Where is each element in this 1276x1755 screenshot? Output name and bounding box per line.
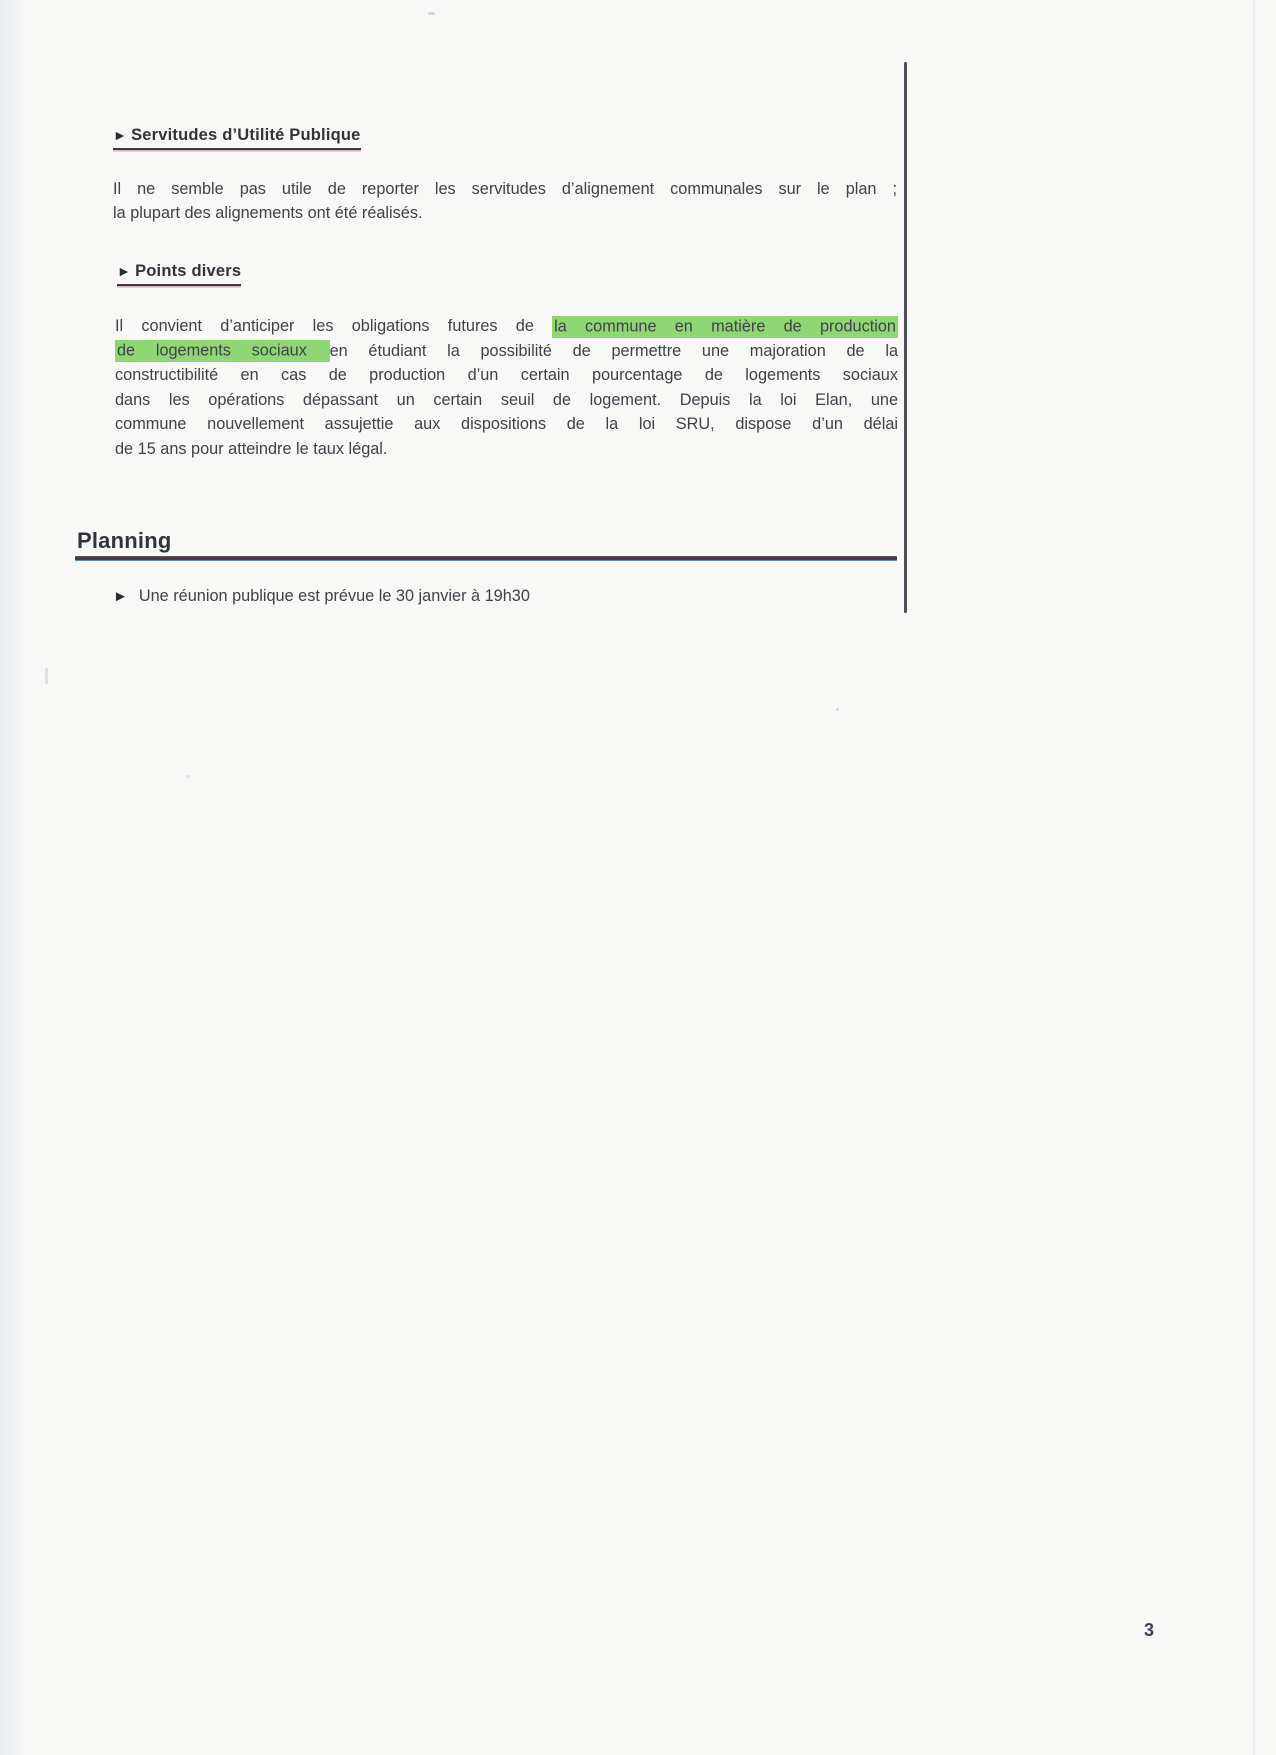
triangle-bullet-icon: ►	[113, 127, 128, 143]
heading-points-divers-label: Points divers	[135, 262, 242, 280]
planning-section-title: Planning	[77, 528, 172, 553]
scan-speck	[45, 668, 48, 684]
paragraph-points-divers	[115, 314, 898, 461]
text-line	[113, 177, 897, 201]
text-segment: commune nouvellement assujettie aux dispositions de la loi SRU, dispose d’un délai	[115, 415, 898, 433]
scan-vertical-rule-line	[904, 62, 907, 613]
triangle-bullet-icon: ►	[113, 588, 128, 605]
highlighted-text: la commune en matière de production	[552, 316, 898, 338]
text-segment: dans les opérations dépassant un certain seuil de logement. Depuis la loi Elan, une	[115, 390, 898, 409]
text-segment: Il convient d’anticiper les obligations futures de	[115, 317, 553, 335]
heading-points-divers	[117, 262, 241, 286]
text-line	[115, 339, 898, 364]
text-line	[115, 314, 898, 339]
heading-servitudes	[113, 126, 361, 150]
text-segment: constructibilité en cas de production d’un certain pourcentage de logements sociaux	[115, 366, 898, 384]
triangle-bullet-icon: ►	[117, 263, 132, 279]
scan-speck	[186, 775, 190, 778]
text-line	[115, 388, 898, 413]
heading-servitudes-inner	[113, 126, 361, 150]
text-segment: en étudiant la possibilité de permettre une majoration de la	[329, 341, 898, 360]
highlighted-text: de logements sociaux	[115, 340, 330, 362]
paragraph-servitudes	[113, 177, 897, 225]
text-segment: de 15 ans pour atteindre le taux légal.	[115, 439, 388, 458]
text-segment: Il ne semble pas utile de reporter les servitudes d’alignement communales sur le plan ;	[113, 180, 897, 198]
text-line	[115, 437, 898, 462]
text-segment: la plupart des alignements ont été réalisés.	[113, 204, 423, 222]
scan-speck	[836, 708, 839, 711]
page-number: 3	[1144, 1620, 1155, 1640]
planning-section-rule	[75, 556, 897, 561]
heading-servitudes-label: Servitudes d’Utilité Publique	[131, 126, 361, 144]
text-line	[115, 412, 898, 437]
scan-left-edge-shading	[0, 0, 26, 1755]
text-line	[113, 201, 897, 225]
scan-speck	[428, 12, 435, 15]
scan-right-edge-line	[1253, 0, 1255, 1755]
planning-item	[113, 584, 530, 609]
heading-points-divers-inner	[117, 262, 241, 286]
planning-item-text: Une réunion publique est prévue le 30 janvier à 19h30	[138, 587, 530, 605]
text-line	[115, 363, 898, 388]
